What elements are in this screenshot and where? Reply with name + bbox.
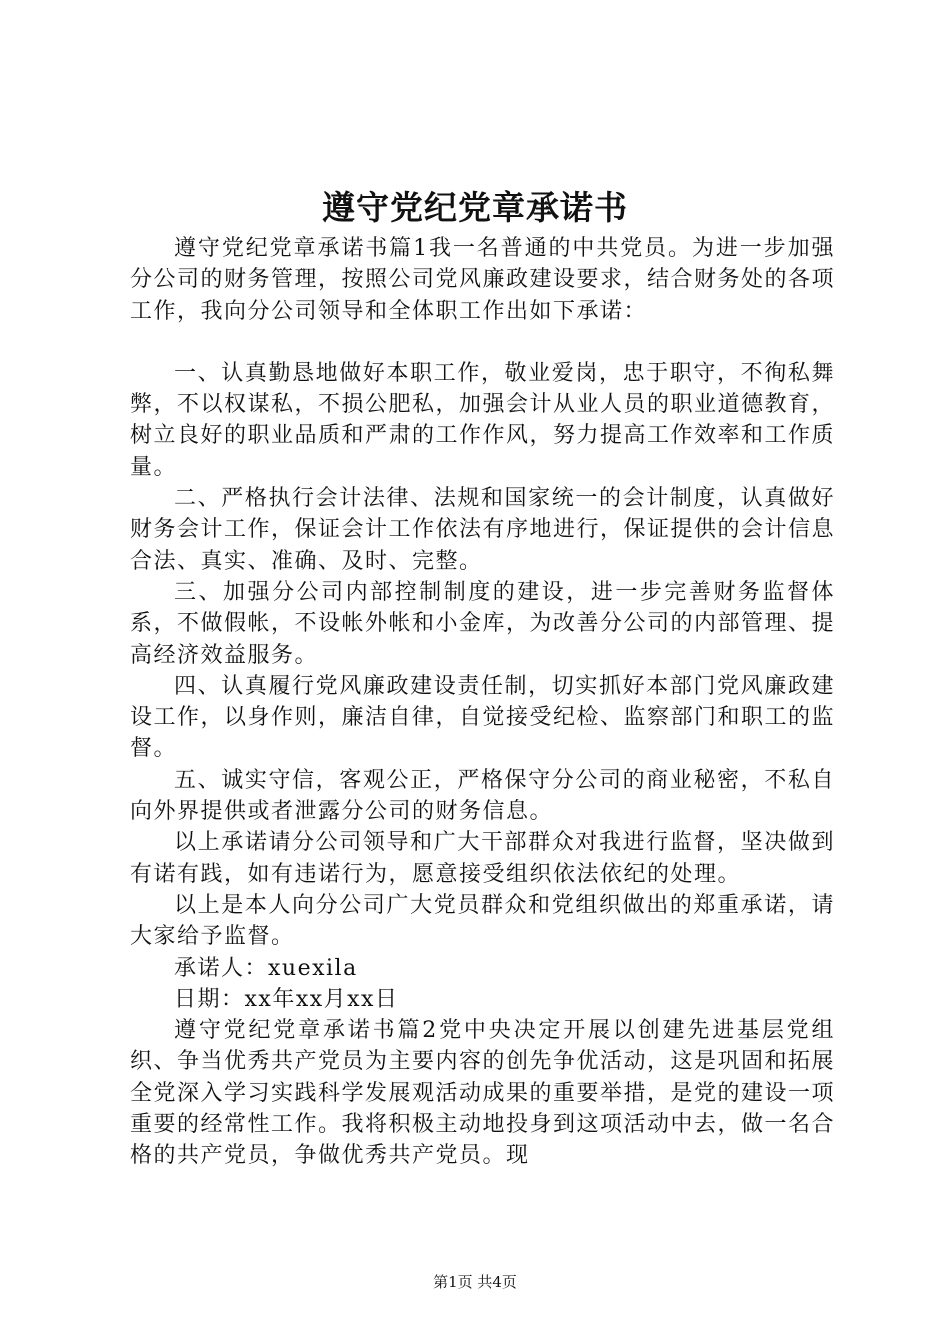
paragraph-item-2: 二、严格执行会计法律、法规和国家统一的会计制度，认真做好财务会计工作，保证会计工作依法有序地进行，保证提供的会计信息合法、真实、准确、及时、完整。 — [130, 486, 836, 574]
document-title: 遵守党纪党章承诺书 — [322, 188, 628, 227]
paragraph-supervision: 以上承诺请分公司领导和广大干部群众对我进行监督，坚决做到有诺有践，如有违诺行为，愿意接受组织依法依纪的处理。 — [130, 830, 835, 887]
paragraph-item-4: 四、认真履行党风廉政建设责任制，切实抓好本部门党风廉政建设工作，以身作则，廉洁自律，自觉接受纪检、监察部门和职工的监督。 — [130, 673, 836, 762]
paragraph-item-1: 一、认真勤恳地做好本职工作，敬业爱岗，忠于职守，不徇私舞弊，不以权谋私，不损公肥私，加强会计从业人员的职业道德教育，树立良好的职业品质和严肃的工作作风，努力提高工作效率和工作质量。 — [130, 360, 836, 480]
page-number-footer: 第1页 共4页 — [433, 1273, 517, 1291]
document-body — [130, 233, 835, 1172]
signatory-line: 承诺人：xuexila — [174, 955, 358, 981]
date-line: 日期：xx年xx月xx日 — [174, 986, 399, 1012]
paragraph-item-3: 三、加强分公司内部控制制度的建设，进一步完善财务监督体系，不做假帐，不设帐外帐和小金库，为改善分公司的内部管理、提高经济效益服务。 — [130, 579, 836, 668]
paragraph-solemn-promise: 以上是本人向分公司广大党员群众和党组织做出的郑重承诺，请大家给予监督。 — [130, 892, 835, 950]
paragraph-part-2: 遵守党纪党章承诺书篇2党中央决定开展以创建先进基层党组织、争当优秀共产党员为主要内容的创先争优活动，这是巩固和拓展全党深入学习实践科学发展观活动成果的重要举措，是党的建设一项重要的经常性工作。我将积极主动地投身到这项活动中去，做一名合格的共产党员，争做优秀共产党员。现 — [130, 1018, 836, 1169]
paragraph-intro: 遵守党纪党章承诺书篇1我一名普通的中共党员。为进一步加强分公司的财务管理，按照公司党风廉政建设要求，结合财务处的各项工作，我向分公司领导和全体职工作出如下承诺： — [130, 236, 836, 324]
paragraph-item-5: 五、诚实守信，客观公正，严格保守分公司的商业秘密，不私自向外界提供或者泄露分公司的财务信息。 — [130, 767, 835, 825]
